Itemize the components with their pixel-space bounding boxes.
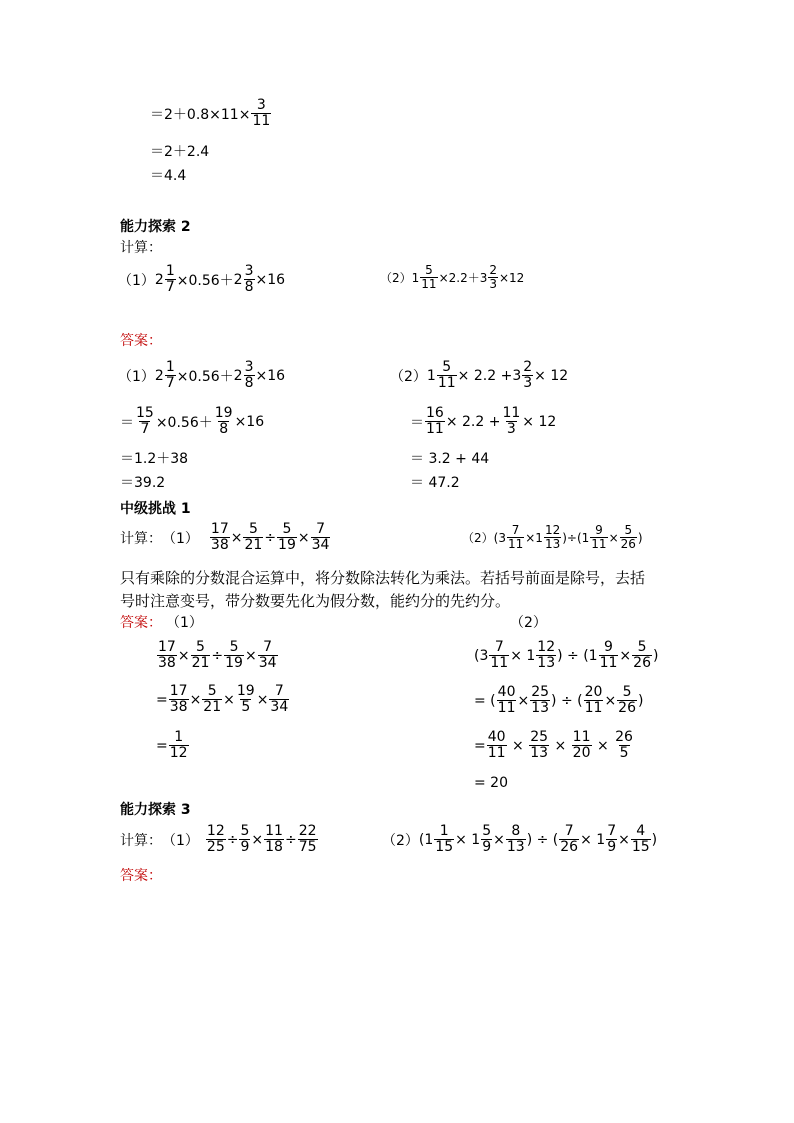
answer-2-line-3: ＝ 3.2 + 44 [410,451,490,467]
section-heading: 能力探索 3 [120,802,191,818]
answer-2-label: （2） [510,615,547,631]
answer-2-line-3: = $\frac{40}{11}$ × $\frac{25}{13}$ × $\frac{11}{20}$ × $\frac{26}{5}$ [474,729,633,761]
answer-label: 答案： [120,868,162,884]
explanation-line-2: 号时注意变号，带分数要先化为假分数，能约分的先约分。 [120,592,511,610]
problem-1: （1） 2 $\frac{1}{7}$ ×0.56＋ 2 $\frac{3}{8}$ ×16 [118,263,286,295]
answer-1-line-2: = $\frac{17}{38}$ × $\frac{5}{21}$ × $\frac{19}{5}$ × $\frac{7}{34}$ [156,683,289,715]
section-heading: 能力探索 2 [120,219,191,235]
answer-1-line-1: $\frac{17}{38}$ × $\frac{5}{21}$ ÷ $\frac{5}{19}$ × $\frac{7}{34}$ [158,639,277,671]
problem-1: 计算： （1） $\frac{12}{25}$ ÷ $\frac{5}{9}$ × $\frac{11}{18}$ ÷ $\frac{22}{75}$ [120,823,317,855]
top-step-3: ＝4.4 [150,168,187,184]
explanation-line-1: 只有乘除的分数混合运算中，将分数除法转化为乘法。若括号前面是除号，去括 [120,569,646,587]
answer-label: 答案： [120,615,162,631]
text: ＝2＋0.8×11× [150,106,251,123]
answer-2-line-2: ＝ $\frac{16}{11}$ × 2.2 + $\frac{11}{3}$ × 12 [410,405,557,437]
answer-2-line-4: ＝ 47.2 [410,475,460,491]
top-step-1 [150,98,272,129]
fraction: $\frac{3}{11}$ [252,97,271,129]
section-heading: 中级挑战 1 [120,501,191,517]
answer-1-line-1: （1） 2 $\frac{1}{7}$ ×0.56＋ 2 $\frac{3}{8}$ ×16 [118,359,286,391]
problem-2: （2） 1 $\frac{5}{11}$ ×2.2＋ 3 $\frac{2}{3}$ ×12 [380,263,525,291]
answer-2-line-1: （2） 1 $\frac{5}{11}$ × 2.2 + 3 $\frac{2}{3}$ × 12 [390,359,569,391]
answer-1-line-3: = $\frac{1}{12}$ [156,729,188,761]
answer-2-line-4: = 20 [474,775,508,791]
answer-2-line-2: = ( $\frac{40}{11}$ × $\frac{25}{13}$ ) ÷ ( $\frac{20}{11}$ × $\frac{5}{26}$ ) [474,684,644,716]
answer-1-line-4: ＝39.2 [120,475,166,491]
answer-2-line-1: (3 $\frac{7}{11}$ × 1 $\frac{12}{13}$ ) ÷ (1 $\frac{9}{11}$ × $\frac{5}{26}$ ) [474,639,659,671]
problem-1: 计算： （1） $\frac{17}{38}$ × $\frac{5}{21}$ ÷ $\frac{5}{19}$ × $\frac{7}{34}$ [120,521,330,553]
answer-1-label: （1） [166,615,203,631]
answer-1-line-3: ＝1.2＋38 [120,451,189,467]
top-step-2: ＝2＋2.4 [150,144,210,160]
problem-2: （2） (3 $\frac{7}{11}$ ×1 $\frac{12}{13}$ )÷(1 $\frac{9}{11}$ × $\frac{5}{26}$ ) [462,523,643,551]
answer-1-line-2: ＝ $\frac{15}{7}$ ×0.56＋ $\frac{19}{8}$ ×16 [120,405,265,437]
calc-label: 计算： [120,240,162,256]
answer-label: 答案： [120,333,162,349]
problem-2: （2） (1 $\frac{1}{15}$ × 1 $\frac{5}{9}$ × $\frac{8}{13}$ ) ÷ ( $\frac{7}{26}$ × 1 $\frac{7}{9}$ × $\frac{4}{15}$ ) [382,823,658,855]
